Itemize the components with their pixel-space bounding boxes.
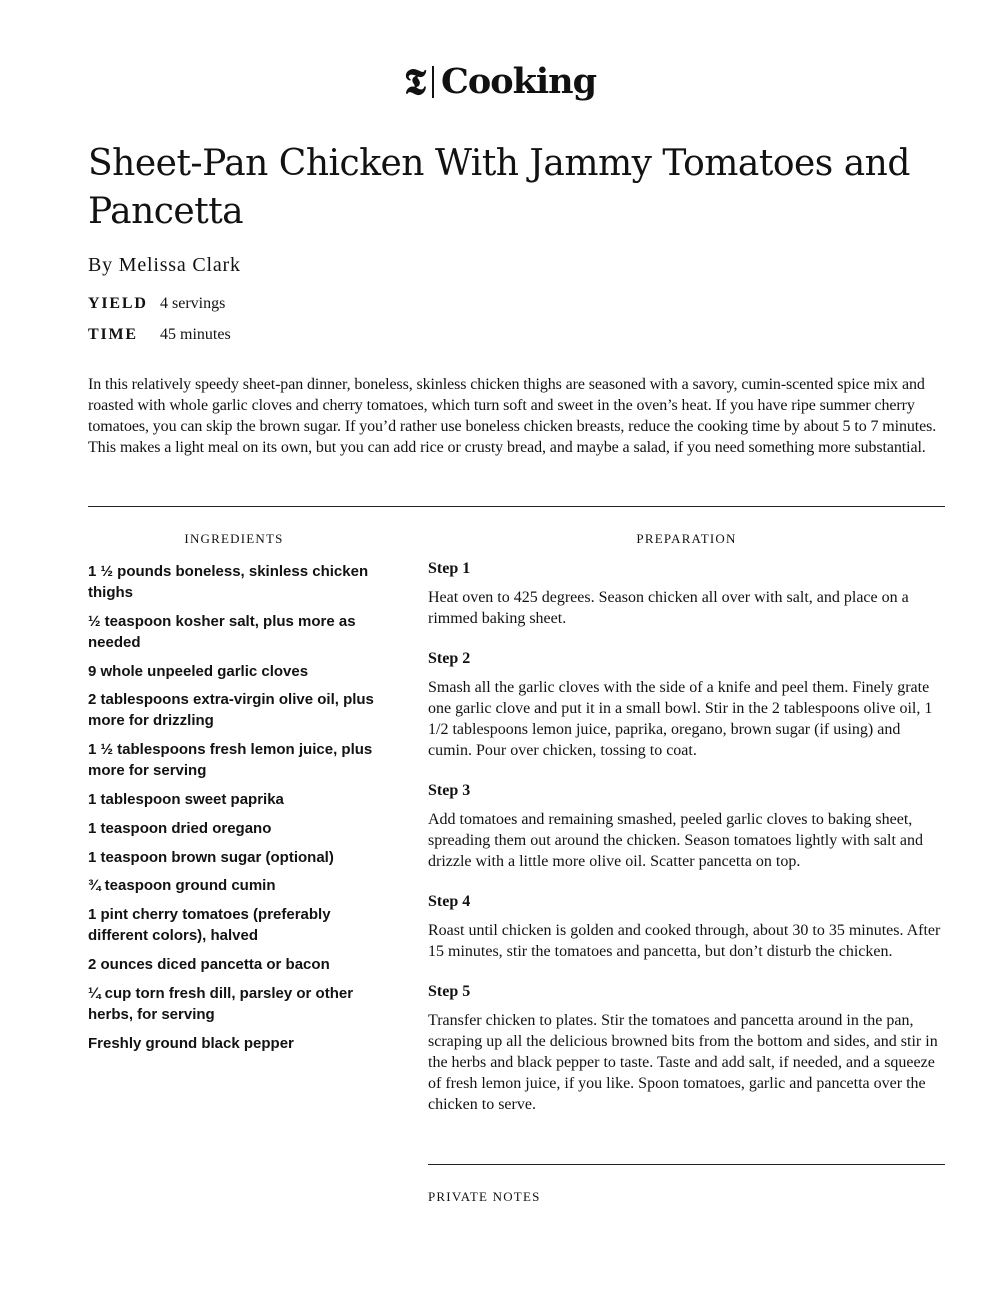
ingredient-item: ½ teaspoon kosher salt, plus more as needed <box>88 612 356 651</box>
ingredient-item: 2 ounces diced pancetta or bacon <box>88 955 330 973</box>
step-title: Step 5 <box>428 983 471 1000</box>
step-2 <box>428 648 948 761</box>
ingredients-list <box>88 561 388 1061</box>
recipe-intro: In this relatively speedy sheet-pan dinner, boneless, skinless chicken thighs are seasoned with a savory, cumin-scented spice mix and roasted with whole garlic cloves and cherry tomatoes, which turn soft and sweet in the oven’s heat. If you have ripe summer cherry tomatoes, you can skip the brown sugar. If you’d rather use boneless chicken breasts, reduce the cooking time by about 5 to 7 minutes. This makes a light meal on its own, but you can add rice or crusty bread, and maybe a salad, if you need something more substantial. <box>88 376 937 456</box>
step-text: Add tomatoes and remaining smashed, peeled garlic cloves to baking sheet, spreading them out around the chicken. Season tomatoes lightly with salt and drizzle with a little more olive oil. Scatter pancetta on top. <box>428 811 924 870</box>
cooking-brand-logo <box>0 62 1000 102</box>
ingredient-item: 1 teaspoon brown sugar (optional) <box>88 848 334 866</box>
notes-divider <box>428 1164 945 1165</box>
step-title: Step 2 <box>428 650 471 667</box>
step-5 <box>428 981 948 1115</box>
preparation-steps <box>428 558 948 1134</box>
step-text: Roast until chicken is golden and cooked through, about 30 to 35 minutes. After 15 minutes, stir the tomatoes and pancetta, but don’t disturb the chicken. <box>428 922 941 960</box>
ingredient-item: 1 ½ pounds boneless, skinless chicken thighs <box>88 563 369 601</box>
yield-row <box>88 295 225 313</box>
nyt-t-logo-icon: 𝕿 <box>403 61 427 103</box>
recipe-title: Sheet-Pan Chicken With Jammy Tomatoes and Pancetta <box>88 143 910 232</box>
ingredient-item: 1 pint cherry tomatoes (preferably different colors), halved <box>88 906 331 945</box>
yield-value: 4 servings <box>160 295 226 312</box>
ingredient-item: 2 tablespoons extra-virgin olive oil, plus more for drizzling <box>88 691 374 730</box>
ingredient-item: Freshly ground black pepper <box>88 1034 294 1052</box>
step-title: Step 4 <box>428 893 471 910</box>
step-4 <box>428 891 948 962</box>
step-title: Step 1 <box>428 560 471 577</box>
ingredient-item: ¾ teaspoon ground cumin <box>88 877 276 895</box>
step-text: Heat oven to 425 degrees. Season chicken all over with salt, and place on a rimmed baking sheet. <box>428 589 909 627</box>
brand-name: Cooking <box>441 61 597 102</box>
step-text: Smash all the garlic cloves with the side of a knife and peel them. Finely grate one garlic clove and put it in a small bowl. Stir in the 2 tablespoons olive oil, 1 1/2 tablespoons lemon juice, paprika, oregano, brown sugar (if using) and cumin. Pour over chicken, tossing to coat. <box>428 679 933 759</box>
step-3 <box>428 780 948 872</box>
preparation-heading: PREPARATION <box>636 531 737 546</box>
time-value: 45 minutes <box>160 326 231 343</box>
step-text: Transfer chicken to plates. Stir the tomatoes and pancetta around in the pan, scraping up all the delicious browned bits from the bottom and sides, and stir in the herbs and black pepper to taste. Taste and add salt, if needed, and a squeeze of fresh lemon juice, if you like. Spoon tomatoes, garlic and pancetta over the chicken to serve. <box>428 1012 938 1113</box>
ingredients-heading: INGREDIENTS <box>184 531 284 546</box>
step-1 <box>428 558 948 629</box>
section-divider-top <box>88 506 945 507</box>
ingredient-item: 9 whole unpeeled garlic cloves <box>88 662 309 680</box>
recipe-byline: By Melissa Clark <box>88 254 241 276</box>
step-title: Step 3 <box>428 782 471 799</box>
time-row <box>88 326 231 344</box>
yield-label: YIELD <box>88 295 148 312</box>
ingredient-item: 1 ½ tablespoons fresh lemon juice, plus more for serving <box>88 741 373 780</box>
ingredient-item: ¼ cup torn fresh dill, parsley or other herbs, for serving <box>88 984 354 1023</box>
ingredient-item: 1 tablespoon sweet paprika <box>88 790 284 808</box>
time-label: TIME <box>88 326 138 343</box>
logo-divider <box>432 66 434 98</box>
ingredient-item: 1 teaspoon dried oregano <box>88 819 272 837</box>
private-notes-heading: PRIVATE NOTES <box>428 1189 541 1204</box>
